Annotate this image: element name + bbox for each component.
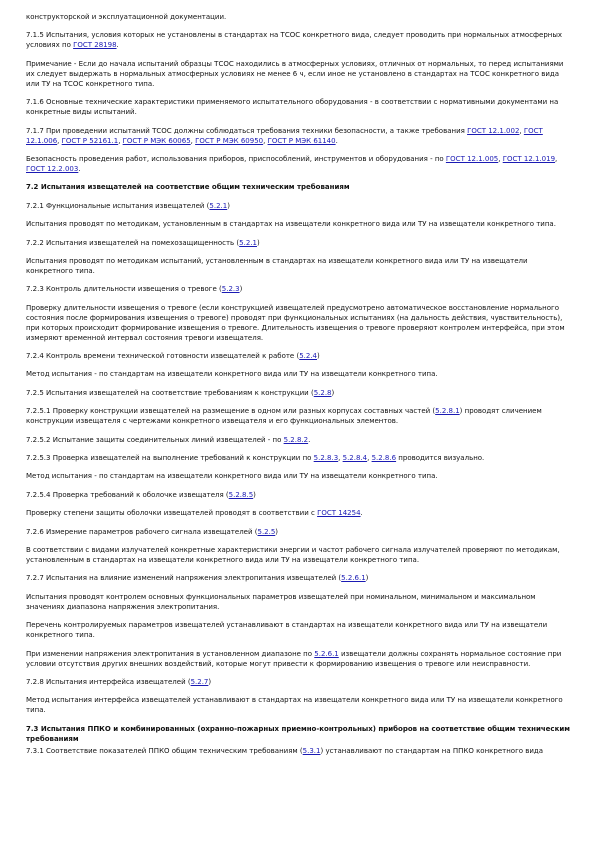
- paragraph: [26, 219, 572, 229]
- reference-link[interactable]: ГОСТ 28198: [73, 41, 117, 50]
- paragraph: [26, 695, 572, 715]
- reference-link[interactable]: 5.2.8: [313, 388, 332, 397]
- paragraph: [26, 238, 572, 248]
- reference-link[interactable]: ГОСТ 12.1.019: [502, 154, 556, 163]
- reference-link[interactable]: 5.3.1: [302, 746, 321, 755]
- paragraph: [26, 406, 572, 426]
- paragraph-text: ): [208, 677, 212, 686]
- document-body: [26, 12, 572, 764]
- paragraph: [26, 508, 572, 518]
- reference-link[interactable]: 5.2.8.2: [283, 435, 309, 444]
- reference-link[interactable]: ГОСТ Р МЭК 60065: [122, 136, 191, 145]
- reference-link[interactable]: 5.2.8.3: [313, 454, 339, 463]
- paragraph-text: 7.2.6 Измерение параметров рабочего сигнала извещателей (: [26, 527, 258, 536]
- paragraph-text: ): [331, 388, 335, 397]
- paragraph-text: В соответствии с видами излучателей конкретные характеристики энергии и частот рабочего сигнала излучателей проверяют по методикам, установленным в стандартах на извещатели конкретного вида или ТУ на извещатели конкретного типа.: [26, 545, 560, 564]
- paragraph-text: ,: [555, 154, 558, 163]
- paragraph: [26, 154, 572, 174]
- reference-link[interactable]: 5.2.8.4: [342, 454, 368, 463]
- paragraph-text: 7.2.1 Функциональные испытания извещателей (: [26, 201, 210, 210]
- paragraph-text: ): [275, 527, 279, 536]
- reference-link[interactable]: 5.2.6.1: [314, 649, 339, 658]
- paragraph-text: ): [317, 352, 320, 361]
- paragraph-text: Проверку длительности извещения о тревоге (если конструкцией извещателей предусмотрено автоматическое восстановление нормального состояния после формирования извещения о тревоге) проводят при функциональных испытаниях (на дальность действия, чувствительность), при которых происходит формирование извещения о тревоге. Длительность извещения о тревоге проверяют контролем интерфейса, при этом измеряют временной интервал состояния тревоги извещателя.: [26, 303, 565, 342]
- paragraph: [26, 746, 572, 756]
- paragraph-text: 7.2.5.4 Проверка требований к оболочке извещателя (: [26, 490, 229, 499]
- paragraph-text: 7.2.8 Испытания интерфейса извещателей (: [26, 677, 191, 686]
- paragraph: [26, 30, 572, 50]
- reference-link[interactable]: ГОСТ Р МЭК 60950: [195, 136, 264, 145]
- paragraph-text: Испытания проводят контролем основных функциональных параметров извещателей при номинальном, минимальном и максимальном значениях диапазона напряжения электропитания.: [26, 592, 536, 611]
- reference-link[interactable]: 5.2.6.1: [341, 574, 366, 583]
- paragraph: [26, 677, 572, 687]
- paragraph-text: ,: [57, 136, 62, 145]
- paragraph: [26, 649, 572, 669]
- paragraph-text: Метод испытания интерфейса извещателей устанавливают в стандартах на извещатели конкретного вида или ТУ на извещатели конкретного типа.: [26, 696, 563, 715]
- paragraph-text: 7.1.7 При проведении испытаний ТСОС должны соблюдаться требования техники безопасности, а также требования: [26, 126, 468, 135]
- paragraph-text: ) проводят сличением конструкции извещателя с чертежами конкретного извещателя и его функциональных элементов.: [26, 407, 542, 426]
- reference-link[interactable]: ГОСТ 12.1.005: [445, 154, 499, 163]
- paragraph-text: ,: [118, 136, 123, 145]
- paragraph-text: Примечание - Если до начала испытаний образцы ТСОС находились в атмосферных условиях, отличных от нормальных, то перед испытаниями их следует выдержать в нормальных атмосферных условиях не менее 6 ч, если иное не установлено в стандартах на ТСОС конкретного вида или ТУ на ТСОС конкретного типа.: [26, 59, 564, 88]
- paragraph: [26, 527, 572, 537]
- paragraph-text: .: [116, 41, 119, 50]
- paragraph-text: .: [360, 509, 363, 518]
- paragraph-text: ,: [190, 136, 196, 145]
- paragraph-text: 7.1.6 Основные технические характеристики применяемого испытательного оборудования - в соответствии с нормативными документами на конкретные виды испытаний.: [26, 98, 559, 117]
- reference-link[interactable]: 5.2.4: [299, 352, 318, 361]
- paragraph-text: Перечень контролируемых параметров извещателей устанавливают в стандартах на извещатели конкретного вида или ТУ на извещатели конкретного типа.: [26, 621, 548, 640]
- paragraph-text: ,: [338, 454, 343, 463]
- reference-link[interactable]: 5.2.1: [209, 201, 228, 210]
- paragraph-text: 7.2.7 Испытания на влияние изменений напряжения электропитания извещателей (: [26, 574, 342, 583]
- paragraph-text: ): [256, 238, 260, 247]
- paragraph-text: 7.2.5.3 Проверка извещателей на выполнение требований к конструкции по: [26, 454, 314, 463]
- paragraph-text: 7.2 Испытания извещателей на соответствие общим техническим требованиям: [26, 183, 350, 192]
- paragraph: [26, 573, 572, 583]
- paragraph-text: Испытания проводят по методикам, установленным в стандартах на извещатели конкретного вида или ТУ на извещатели конкретного типа.: [26, 220, 556, 229]
- paragraph-text: 7.3.1 Соответствие показателей ППКО общим техническим требованиям (: [26, 746, 303, 755]
- paragraph: [26, 592, 572, 612]
- reference-link[interactable]: ГОСТ 12.2.003: [26, 164, 79, 173]
- paragraph-text: ): [365, 574, 369, 583]
- section-heading: [26, 724, 572, 744]
- paragraph: [26, 545, 572, 565]
- paragraph-text: .: [308, 435, 311, 444]
- paragraph-text: ): [253, 490, 256, 499]
- paragraph: [26, 471, 572, 481]
- paragraph-text: ,: [263, 136, 268, 145]
- reference-link[interactable]: 5.2.5: [257, 527, 276, 536]
- paragraph-text: проводится визуально.: [396, 454, 485, 463]
- reference-link[interactable]: ГОСТ 12.1.006: [26, 126, 543, 145]
- paragraph-text: ): [227, 201, 230, 210]
- paragraph-text: 7.3 Испытания ППКО и комбинированных (охранно-пожарных приемно-контрольных) приборов на соответствие общим техническим требованиям: [26, 724, 570, 743]
- paragraph-text: 7.1.5 Испытания, условия которых не установлены в стандартах на ТСОС конкретного вида, следует проводить при нормальных атмосферных условиях по: [26, 31, 563, 50]
- section-heading: [26, 182, 572, 192]
- reference-link[interactable]: ГОСТ 14254: [317, 509, 361, 518]
- paragraph-text: конструкторской и эксплуатационной документации.: [26, 13, 227, 21]
- paragraph-text: ) устанавливают по стандартам на ППКО конкретного вида: [320, 746, 544, 755]
- paragraph: [26, 620, 572, 640]
- paragraph-text: Испытания проводят по методикам испытаний, установленным в стандартах на извещатели конкретного вида или ТУ на извещатели конкретного типа.: [26, 256, 528, 275]
- reference-link[interactable]: 5.2.3: [221, 285, 240, 294]
- paragraph: [26, 201, 572, 211]
- paragraph-text: Метод испытания - по стандартам на извещатели конкретного вида или ТУ на извещатели конкретного типа.: [26, 472, 438, 481]
- paragraph-text: При изменении напряжения электропитания в установленном диапазоне по: [26, 649, 315, 658]
- paragraph: [26, 59, 572, 89]
- paragraph: [26, 303, 572, 343]
- paragraph: [26, 126, 572, 146]
- paragraph-text: ,: [519, 126, 524, 135]
- paragraph: [26, 351, 572, 361]
- reference-link[interactable]: ГОСТ Р МЭК 61140: [267, 136, 336, 145]
- paragraph-text: 7.2.5.2 Испытание защиты соединительных линий извещателей - по: [26, 435, 284, 444]
- paragraph-text: 7.2.5.1 Проверку конструкции извещателей на размещение в одном или разных корпусах составных частей (: [26, 407, 436, 416]
- reference-link[interactable]: 5.2.1: [239, 238, 257, 247]
- paragraph: [26, 490, 572, 500]
- paragraph-text: 7.2.2 Испытания извещателей на помехозащищенность (: [26, 238, 240, 247]
- paragraph-text: .: [78, 164, 81, 173]
- paragraph-text: ,: [498, 154, 503, 163]
- paragraph: [26, 256, 572, 276]
- paragraph-text: .: [335, 136, 338, 145]
- paragraph-text: Безопасность проведения работ, использования приборов, приспособлений, инструментов и оборудования - по: [26, 154, 446, 163]
- paragraph: [26, 284, 572, 294]
- paragraph: [26, 453, 572, 463]
- paragraph-text: Проверку степени защиты оболочки извещателей проводят в соответствии с: [26, 509, 318, 518]
- paragraph: [26, 369, 572, 379]
- reference-link[interactable]: ГОСТ 12.1.002: [467, 126, 520, 135]
- paragraph-text: ,: [367, 454, 372, 463]
- reference-link[interactable]: ГОСТ Р 52161.1: [61, 136, 119, 145]
- paragraph-text: ): [239, 285, 243, 294]
- reference-link[interactable]: 5.2.7: [190, 677, 209, 686]
- paragraph: [26, 435, 572, 445]
- paragraph-text: 7.2.4 Контроль времени технической готовности извещателей к работе (: [26, 352, 300, 361]
- paragraph-text: извещатели должны сохранять нормальное состояние при условии отсутствия других внешних воздействий, которые могут привести к формированию извещения о тревоге или неисправности.: [26, 649, 562, 668]
- paragraph: [26, 388, 572, 398]
- paragraph-text: 7.2.3 Контроль длительности извещения о тревоге (: [26, 285, 222, 294]
- paragraph-text: 7.2.5 Испытания извещателей на соответствие требованиям к конструкции (: [26, 388, 314, 397]
- paragraph: [26, 97, 572, 117]
- reference-link[interactable]: 5.2.8.6: [371, 454, 397, 463]
- paragraph: [26, 12, 572, 22]
- reference-link[interactable]: 5.2.8.5: [228, 490, 254, 499]
- reference-link[interactable]: 5.2.8.1: [435, 407, 460, 416]
- paragraph-text: Метод испытания - по стандартам на извещатели конкретного вида или ТУ на извещатели конкретного типа.: [26, 370, 438, 379]
